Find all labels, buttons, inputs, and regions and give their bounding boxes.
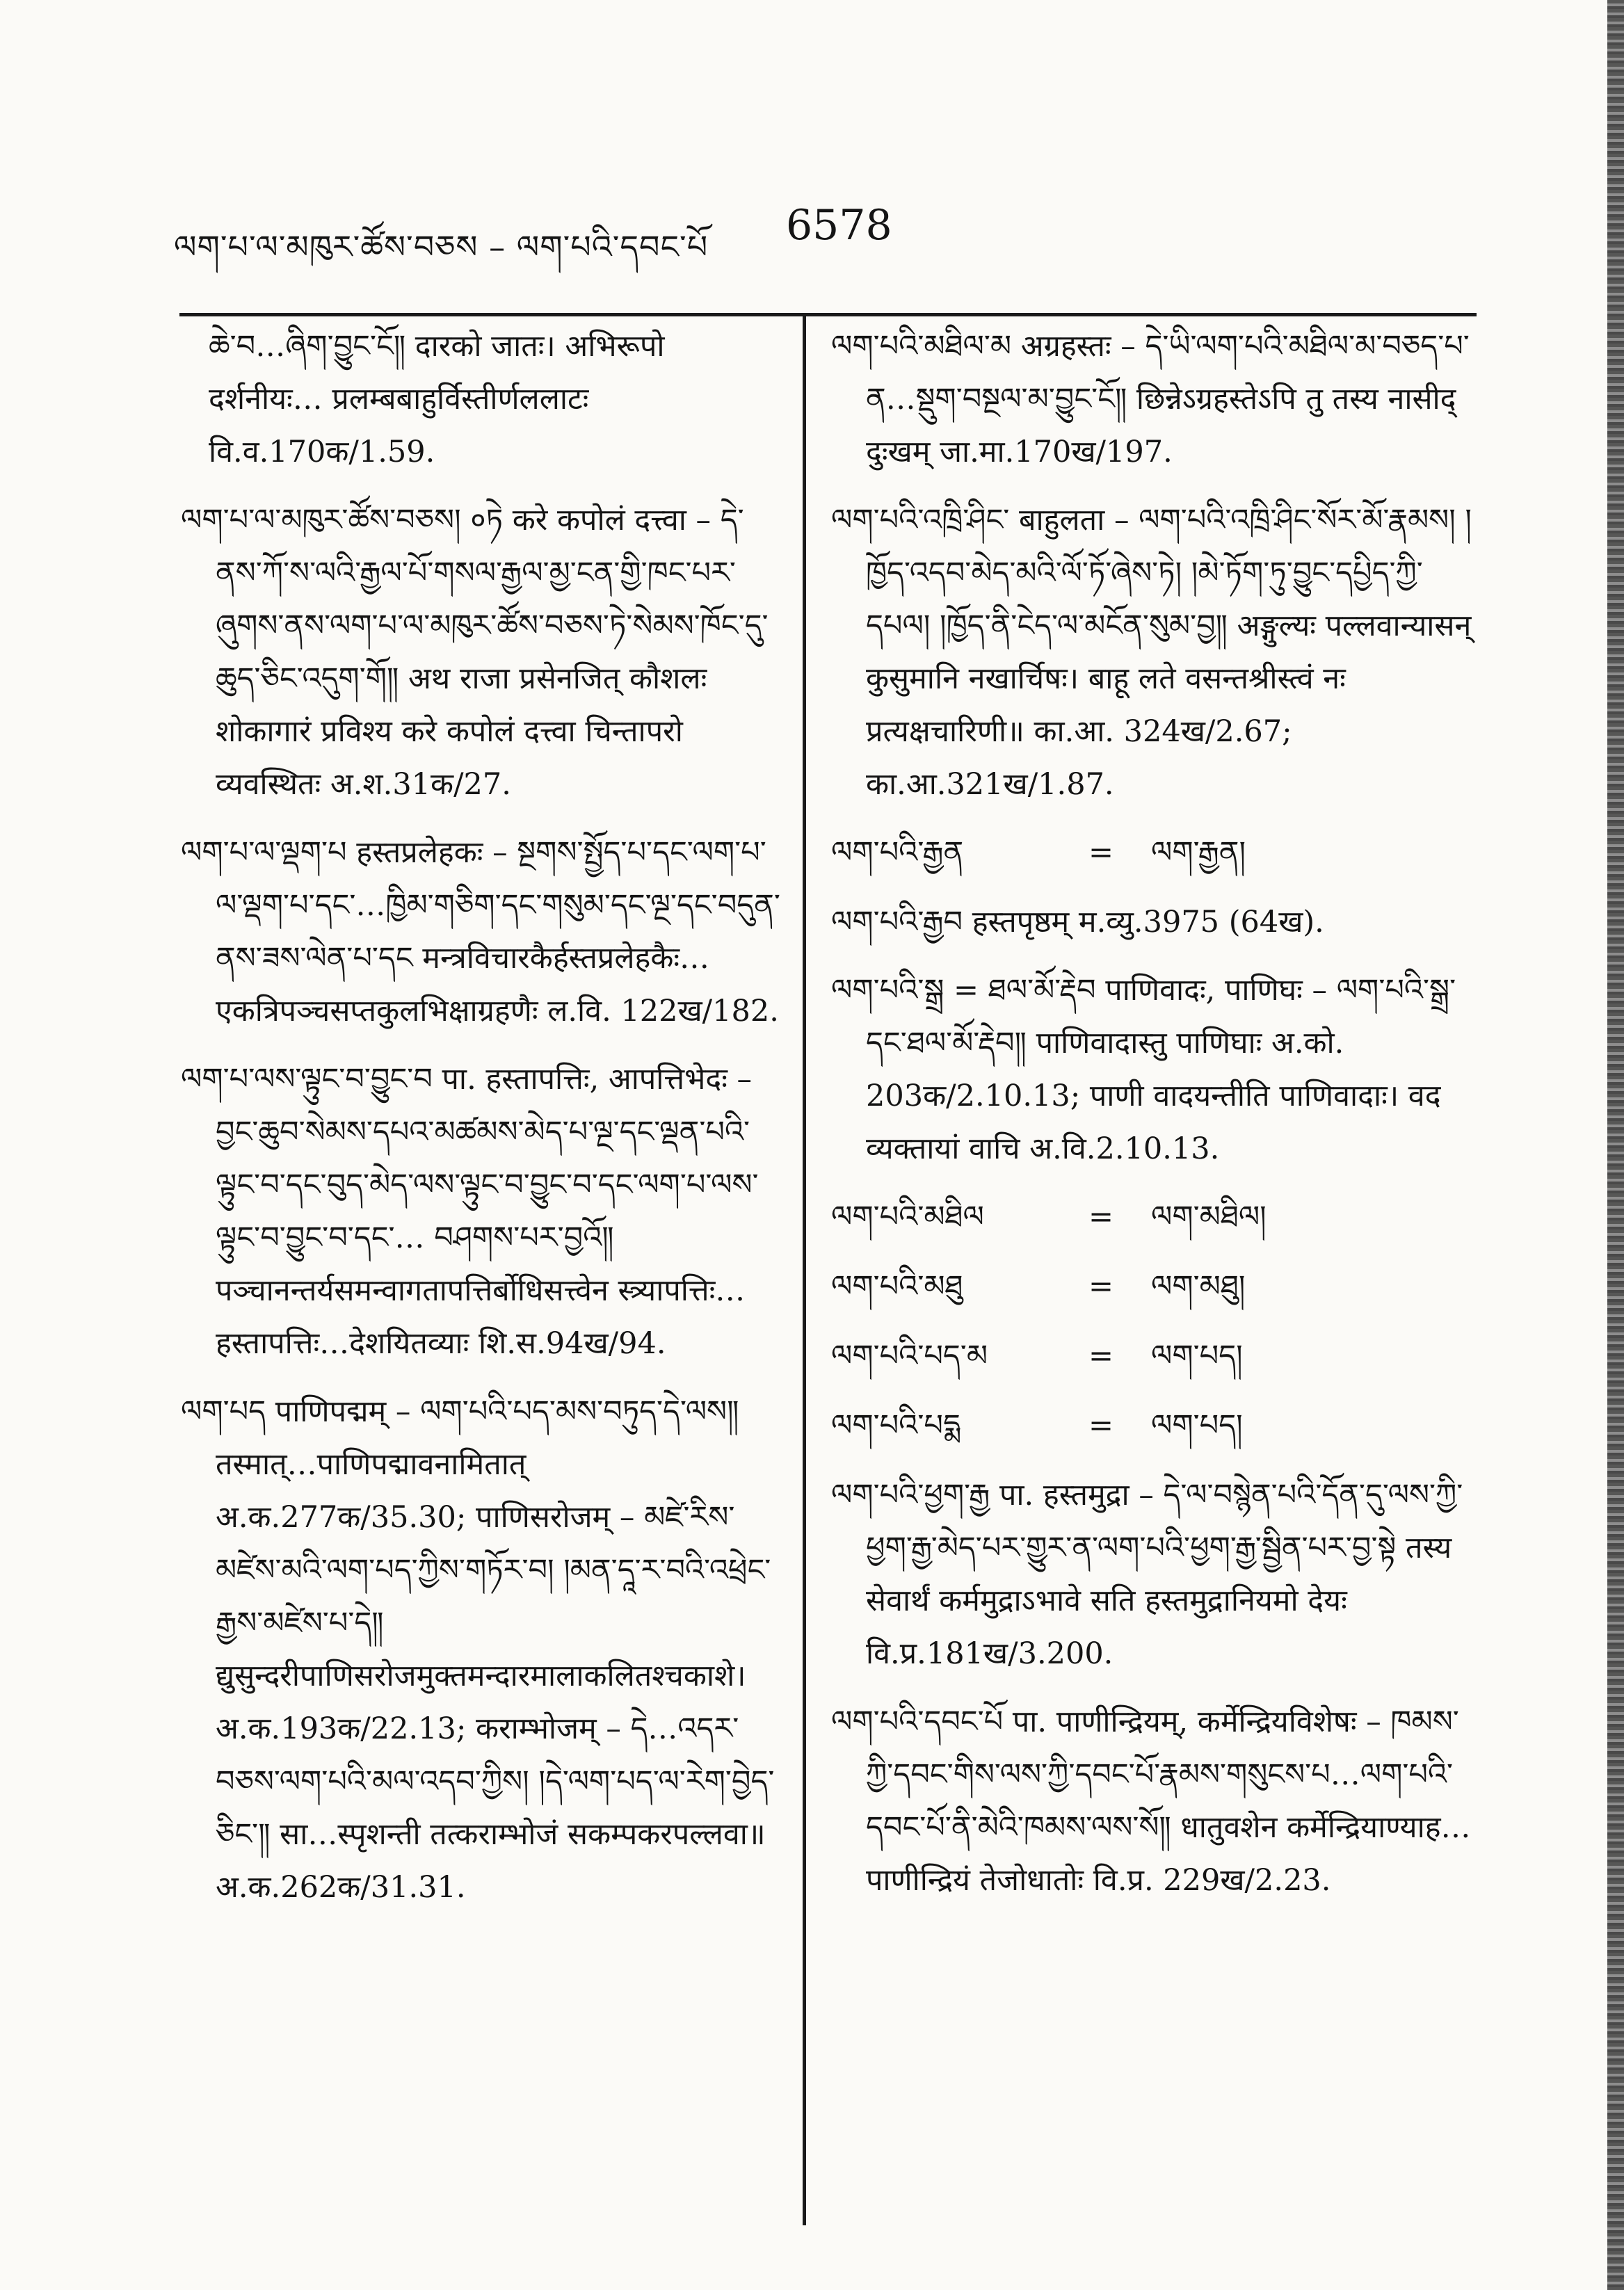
xref-headword: ལག་པའི་པད་མ xyxy=(831,1339,988,1373)
cross-reference-entry xyxy=(831,1191,1474,1243)
xref-target: ལག་པད། xyxy=(1151,1339,1243,1373)
page-number: 6578 xyxy=(786,201,892,250)
xref-target: ལག་པད། xyxy=(1151,1408,1243,1443)
right-column xyxy=(831,320,1474,1922)
xref-target: ལག་མཐུ། xyxy=(1151,1269,1246,1304)
cross-reference-entry xyxy=(831,1330,1474,1382)
xref-equals: = xyxy=(1088,1269,1114,1304)
xref-headword: ལག་པའི་མཐུ xyxy=(831,1269,963,1304)
dictionary-entry: ལག་པའི་ཕྱག་རྒྱ पा. हस्तमुद्रा – དེ་ལ་བསྙེན་པའི་དོན་དུ་ལས་ཀྱི་ཕྱག་རྒྱ་མེད་པར་གྱུར་ན་ལག་པའི་ཕྱག་རྒྱ་སྦྱིན་པར་བྱ་སྟེ तस्य सेवार्थं कर्ममुद्राऽभावे सति हस्तमुद्रानियमो देयः वि.प्र.181ख/3.200. xyxy=(831,1478,1463,1671)
page-edge xyxy=(1607,0,1624,2290)
column-divider xyxy=(803,316,806,2225)
xref-target: ལག་མཐིལ། xyxy=(1151,1200,1267,1234)
xref-headword: ལག་པའི་རྒྱན xyxy=(831,835,964,870)
running-header xyxy=(174,201,1474,266)
left-column xyxy=(181,320,786,1929)
dictionary-entry: ལག་པད पाणिपद्मम् – ལག་པའི་པད་མས་བཏུད་དེ་ལས༎ तस्मात्…पाणिपद्मावनामितात् अ.क.277क/35.30; पाणिसरोजम् – མཛེ་རིས་མཛེས་མའི་ལག་པད་ཀྱིས་གཏོར་བ། །མན་དཱ་ར་བའི་འཕྲེང་རྒྱས་མཛེས་པ་དེ༎ द्युसुन्दरीपाणिसरोजमुक्तमन्दारमालाकलितश्चकाशे। अ.क.193क/22.13; कराम्भोजम् – དེ…འདར་བཅས་ལག་པའི་མལ་འདབ་ཀྱིས། །དེ་ལག་པད་ལ་རེག་བྱེད་ཅིང་༎ सा…स्पृशन्ती तत्कराम्भोजं सकम्पकरपल्लवा॥ अ.क.262क/31.31. xyxy=(181,1394,775,1905)
cross-reference-entry xyxy=(831,826,1474,879)
dictionary-entry: ལག་པ་ལ་ལྡག་པ हस्तप्रलेहकः – སྔགས་སྤྱོད་པ་དང་ལག་པ་ལ་ལྡག་པ་དང་…ཁྱིམ་གཅིག་དང་གསུམ་དང་ལྔ་དང་བདུན་ནས་ཟས་ལེན་པ་དང मन्त्रविचारकैर्हस्तप्रलेहकैः… एकत्रिपञ्चसप्तकुलभिक्षाग्रहणैः ल.वि. 122ख/182. xyxy=(181,835,780,1029)
dictionary-entry: ལག་པའི་དབང་པོ पा. पाणीन्द्रियम्, कर्मेन्द्रियविशेषः – ཁམས་ཀྱི་དབང་གིས་ལས་ཀྱི་དབང་པོ་རྣམས་གསུངས་པ…ལག་པའི་དབང་པོ་ནི་མེའི་ཁམས་ལས་སོ༎ धातुवशेन कर्मेन्द्रियाण्याह…पाणीन्द्रियं तेजोधातोः वि.प्र. 229ख/2.23. xyxy=(831,1704,1471,1898)
dictionary-entry: ལག་པའི་མཐིལ་མ अग्रहस्तः – དེ་ཡི་ལག་པའི་མཐིལ་མ་བཅད་པ་ན…སྡུག་བསྔལ་མ་བྱུང་ངོ༎ छिन्नेऽग्रहस्तेऽपि तु तस्य नासीद् दुःखम् जा.मा.170ख/197. xyxy=(831,329,1470,469)
xref-headword: ལག་པའི་པདྨ xyxy=(831,1408,960,1443)
xref-equals: = xyxy=(1088,835,1114,870)
xref-equals: = xyxy=(1088,1200,1114,1234)
header-rule xyxy=(179,313,1477,316)
dictionary-entry: ལག་པའི་འཁྲི་ཤིང་ बाहुलता – ལག་པའི་འཁྲི་ཤིང་སོར་མོ་རྣམས། །ཁྱོད་འདབ་མེད་མའི་ལོ་ཏོ་ཞེས་ཏེ། །མེ་ཏོག་ཏུ་བྱུང་དཔྱིད་ཀྱི་དཔལ། །ཁྱོད་ནི་ངེད་ལ་མངོན་སུམ་བྱ༎ अङ्गुल्यः पल्लवान्यासन् कुसुमानि नखार्चिषः। बाहू लते वसन्तश्रीस्त्वं नः प्रत्यक्षचारिणी॥ का.आ. 324ख/2.67; का.आ.321ख/1.87. xyxy=(831,503,1472,802)
xref-headword: ལག་པའི་མཐིལ xyxy=(831,1200,984,1234)
dictionary-entry: ལག་པའི་སྒྲ = ཐལ་མོ་རྡེབ पाणिवादः, पाणिघः – ལག་པའི་སྒྲ་དང་ཐལ་མོ་རྡེབ༎ पाणिवादास्तु पाणिघाः अ.को. 203क/2.10.13; पाणी वादयन्तीति पाणिवादाः। वद व्यक्तायां वाचि अ.वि.2.10.13. xyxy=(831,973,1456,1166)
entry-continuation: ཆེ་བ…ཞིག་བྱུང་ངོ༎ दारको जातः। अभिरूपो दर्शनीयः… प्रलम्बबाहुर्विस्तीर्णललाटः वि.व.170क/1.59. xyxy=(209,329,665,469)
xref-target: ལག་རྒྱན། xyxy=(1151,835,1246,870)
xref-equals: = xyxy=(1088,1408,1114,1443)
dictionary-entry: ལག་པ་ལས་ལྟུང་བ་བྱུང་བ पा. हस्तापत्तिः, आपत्तिभेदः – བྱང་ཆུབ་སེམས་དཔའ་མཚམས་མེད་པ་ལྔ་དང་ལྡན་པའི་ལྟུང་བ་དང་བུད་མེད་ལས་ལྟུང་བ་བྱུང་བ་དང་ལག་པ་ལས་ལྟུང་བ་བྱུང་བ་དང་… བཤགས་པར་བྱའོ༎ पञ्चानन्तर्यसमन्वागतापत्तिर्बोधिसत्त्वेन स्त्र्यापत्तिः…हस्तापत्तिः…देशयितव्याः शि.स.94ख/94. xyxy=(181,1062,759,1361)
cross-reference-entry xyxy=(831,1399,1474,1452)
dictionary-entry: ལག་པའི་རྒྱབ हस्तपृष्ठम् म.व्यु.3975 (64ख). xyxy=(831,905,1324,940)
header-title: ལག་པ་ལ་མཁུར་ཚོས་བཅས – ལག་པའི་དབང་པོ xyxy=(174,228,709,266)
cross-reference-entry xyxy=(831,1260,1474,1313)
dictionary-entry: ལག་པ་ལ་མཁུར་ཚོས་བཅས། ०ཏེ करे कपोलं दत्त्वा – དེ་ནས་ཀོ་ས་ལའི་རྒྱལ་པོ་གསལ་རྒྱལ་མྱ་ངན་གྱི་ཁང་པར་ཞུགས་ནས་ལག་པ་ལ་མཁུར་ཚོས་བཅས་ཏེ་སེམས་ཁོང་དུ་ཆུད་ཅིང་འདུག་གོ༎ अथ राजा प्रसेनजित् कौशलः शोकागारं प्रविश्य करे कपोलं दत्त्वा चिन्तापरो व्यवस्थितः अ.श.31क/27. xyxy=(181,503,769,802)
xref-equals: = xyxy=(1088,1339,1114,1373)
